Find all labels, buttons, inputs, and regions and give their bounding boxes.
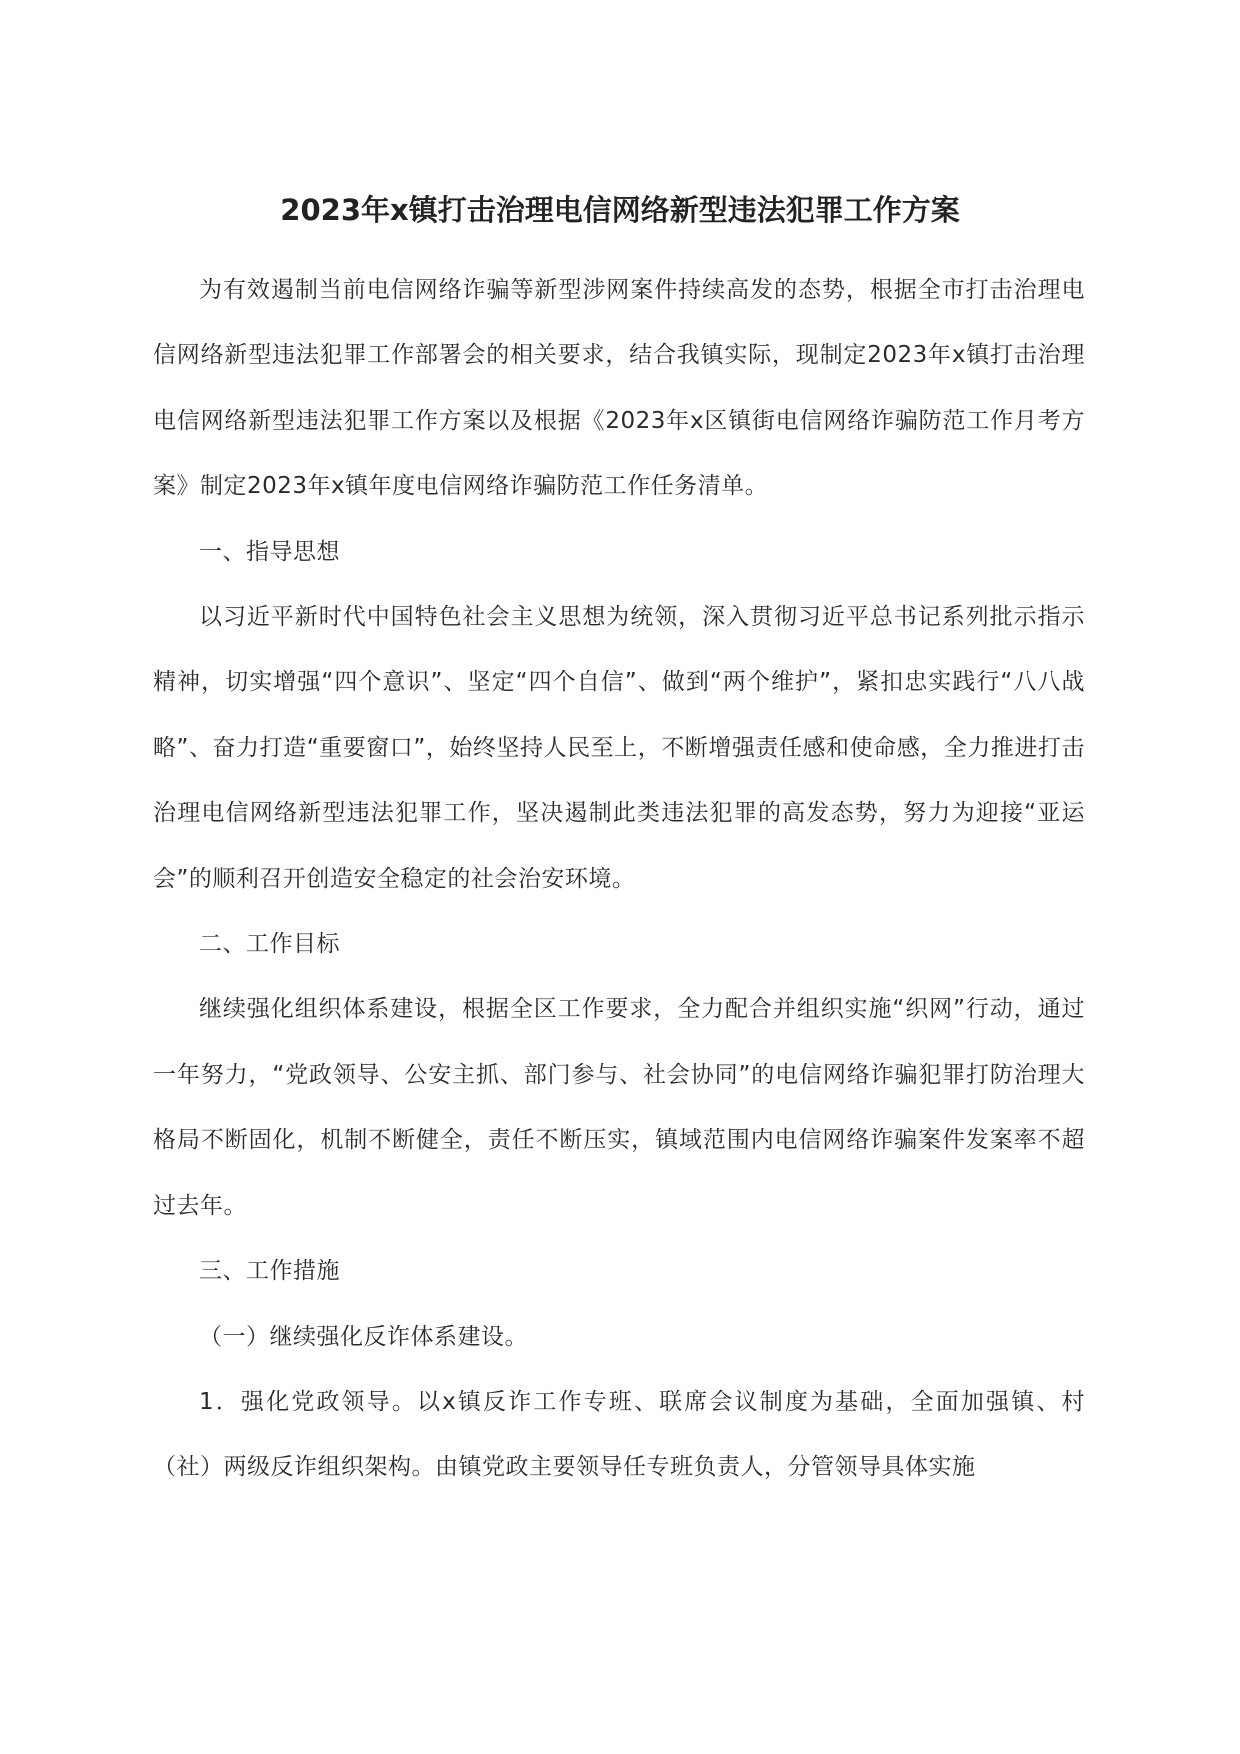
- document-body: [153, 258, 1085, 1501]
- section-heading-work-measures: 三、工作措施: [199, 1258, 340, 1285]
- document-title: 2023年x镇打击治理电信网络新型违法犯罪工作方案: [280, 193, 960, 227]
- subsection-heading-1: （一）继续强化反诈体系建设。: [199, 1323, 528, 1350]
- section-heading-work-goals: 二、工作目标: [199, 931, 340, 958]
- section-heading-guiding-ideology: 一、指导思想: [199, 538, 340, 565]
- guiding-ideology-paragraph: 以习近平新时代中国特色社会主义思想为统领，深入贯彻习近平总书记系列批示指示精神，切实增强“四个意识”、坚定“四个自信”、做到“两个维护”，紧扣忠实践行“八八战略”、奋力打造“重要窗口”，始终坚持人民至上，不断增强责任感和使命感，全力推进打击治理电信网络新型违法犯罪工作，坚决遏制此类违法犯罪的高发态势，努力为迎接“亚运会”的顺利召开创造安全稳定的社会治安环境。: [153, 604, 1085, 892]
- measure-item-1-paragraph: 1．强化党政领导。以x镇反诈工作专班、联席会议制度为基础，全面加强镇、村（社）两级反诈组织架构。由镇党政主要领导任专班负责人，分管领导具体实施: [153, 1388, 1085, 1481]
- work-goals-paragraph: 继续强化组织体系建设，根据全区工作要求，全力配合并组织实施“织网”行动，通过一年努力，“党政领导、公安主抓、部门参与、社会协同”的电信网络诈骗犯罪打防治理大格局不断固化，机制不断健全，责任不断压实，镇域范围内电信网络诈骗案件发案率不超过去年。: [153, 996, 1085, 1219]
- intro-paragraph: 为有效遏制当前电信网络诈骗等新型涉网案件持续高发的态势，根据全市打击治理电信网络新型违法犯罪工作部署会的相关要求，结合我镇实际，现制定2023年x镇打击治理电信网络新型违法犯罪工作方案以及根据《2023年x区镇街电信网络诈骗防范工作月考方案》制定2023年x镇年度电信网络诈骗防范工作任务清单。: [153, 277, 1085, 500]
